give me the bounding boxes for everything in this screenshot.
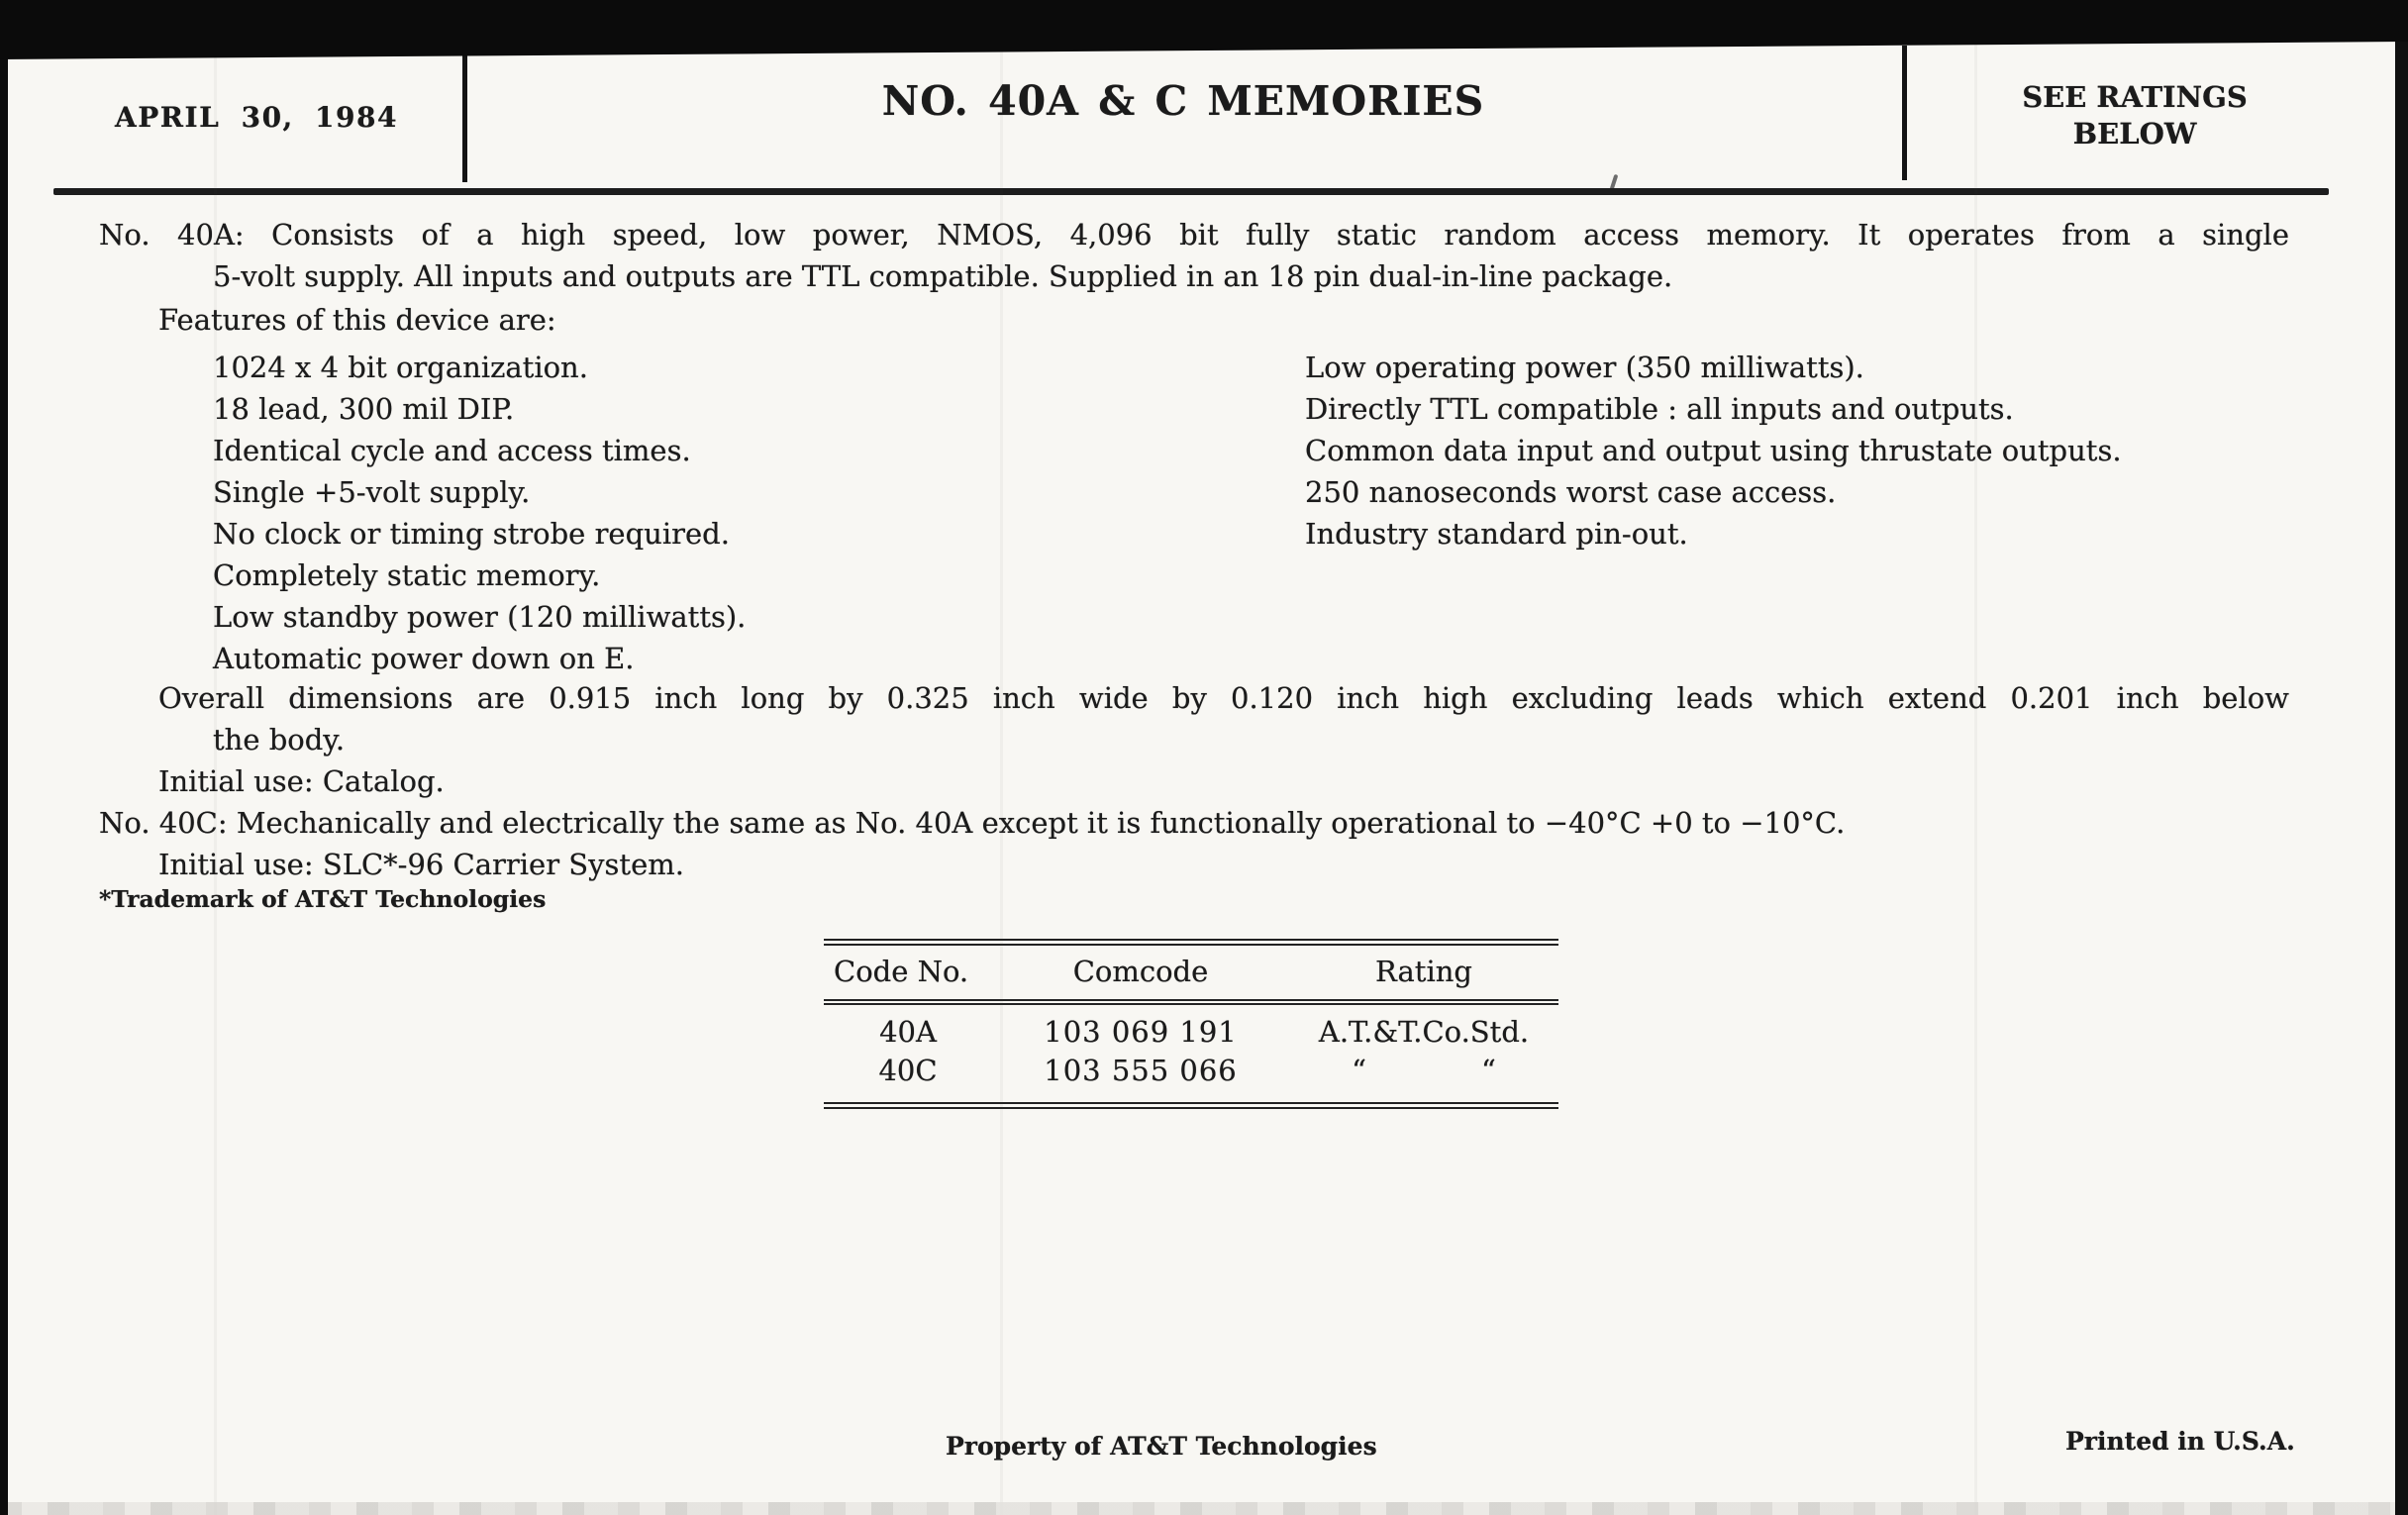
feature-item: No clock or timing strobe required. [213,517,730,551]
table-rule-top [824,939,1558,946]
scan-line-artifact [1974,0,1977,1515]
feature-item: Automatic power down on E. [213,642,635,675]
feature-item: Identical cycle and access times. [213,434,691,467]
overall-dimensions-line1: Overall dimensions are 0.915 inch long by 0.325 inch wide by 0.120 inch high excluding leads which extend 0.201 inch below [158,681,2289,715]
table-cell-comcode: 103 555 066 [1044,1054,1238,1087]
initial-use-40a: Initial use: Catalog. [158,764,445,798]
feature-item: Completely static memory. [213,558,601,592]
feature-item: 250 nanoseconds worst case access. [1305,475,1837,509]
table-cell-comcode: 103 069 191 [1044,1015,1238,1049]
feature-item: Low operating power (350 milliwatts). [1305,351,1864,384]
issue-date: APRIL 30, 1984 [115,101,398,134]
trademark-footnote: *Trademark of AT&T Technologies [99,885,547,913]
ratings-note-line1: SEE RATINGS [2022,80,2248,114]
features-list-left [213,347,746,679]
footer-property-notice: Property of AT&T Technologies [946,1432,1377,1461]
table-rule-bottom [824,1102,1558,1109]
ratings-note [1911,79,2358,152]
table-row [824,1052,1558,1090]
header-divider-right [1902,46,1907,180]
feature-item: Industry standard pin-out. [1305,517,1688,551]
code-rating-table [824,939,1558,1109]
feature-item: Directly TTL compatible : all inputs and outputs. [1305,392,2014,426]
table-cell-rating: A.T.&T.Co.Std. [1318,1015,1530,1049]
ratings-note-line2: BELOW [2072,117,2197,151]
feature-item: 1024 x 4 bit organization. [213,351,588,384]
features-intro: Features of this device are: [158,303,556,337]
table-cell-code: 40A [879,1015,937,1049]
paragraph-40c: No. 40C: Mechanically and electrically the same as No. 40A except it is functionally operational to −40°C +0 to −10°C. [99,806,1846,840]
table-cell-rating-ditto: “ “ [1352,1054,1496,1087]
table-header-row [824,946,1558,999]
feature-item: Common data input and output using thrustate outputs. [1305,434,2122,467]
table-cell-code: 40C [878,1054,938,1087]
initial-use-40c: Initial use: SLC*-96 Carrier System. [158,848,684,881]
overall-dimensions-line2: the body. [213,723,346,757]
paragraph-40a-line2: 5-volt supply. All inputs and outputs are TTL compatible. Supplied in an 18 pin dual-in-line package. [213,259,1673,293]
feature-item: 18 lead, 300 mil DIP. [213,392,515,426]
feature-item: Single +5-volt supply. [213,475,531,509]
page-title: NO. 40A & C MEMORIES [881,77,1485,125]
table-header-rating: Rating [1375,955,1472,988]
table-header-comcode: Comcode [1072,955,1209,988]
header-divider-left [462,48,467,182]
scan-right-edge [2395,0,2408,1515]
paragraph-40a-line1: No. 40A: Consists of a high speed, low power, NMOS, 4,096 bit fully static random access memory. It operates from a single [99,218,2289,252]
header-rule [53,188,2329,195]
scan-left-edge [0,0,8,1515]
scan-bottom-edge [0,1502,2408,1515]
scan-line-artifact [214,0,217,1515]
scan-top-black-band [0,0,2408,61]
table-header-code: Code No. [834,955,969,988]
features-list-right [1305,347,2122,555]
footer-printed-in: Printed in U.S.A. [2065,1427,2295,1456]
table-row [824,1013,1558,1052]
table-body [824,1005,1558,1102]
scan-line-artifact [1000,0,1003,1515]
feature-item: Low standby power (120 milliwatts). [213,600,747,634]
